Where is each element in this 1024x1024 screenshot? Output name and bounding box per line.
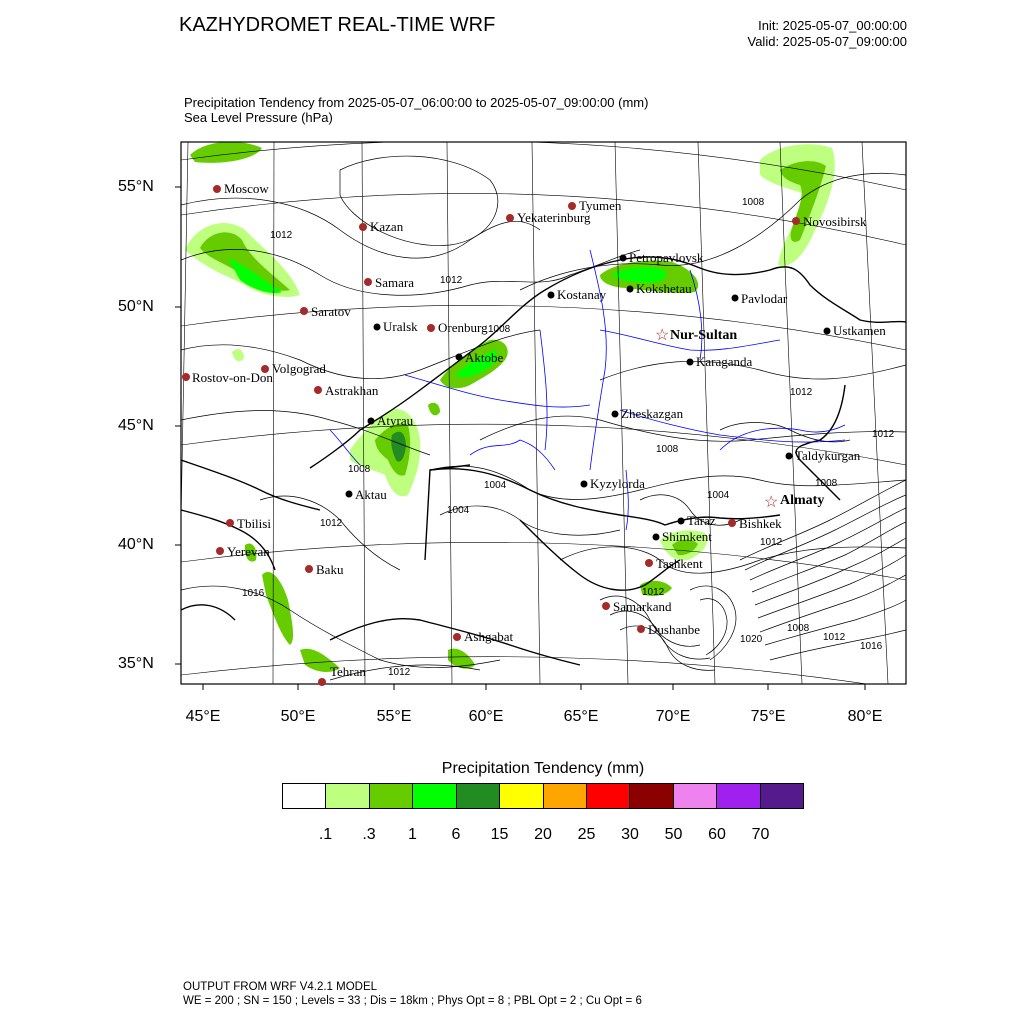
colorbar-label: 25 bbox=[577, 826, 596, 843]
colorbar-swatch bbox=[717, 784, 760, 808]
lat-label: 40°N bbox=[118, 536, 154, 553]
colorbar-swatch bbox=[674, 784, 717, 808]
isobar-label: 1008 bbox=[488, 324, 511, 335]
lon-label: 65°E bbox=[563, 708, 599, 725]
city-label: Samara bbox=[375, 275, 414, 290]
city-label: Tyumen bbox=[579, 198, 622, 213]
city-label: Yerevan bbox=[227, 544, 270, 559]
colorbar-swatch bbox=[326, 784, 369, 808]
lon-label: 45°E bbox=[185, 708, 221, 725]
colorbar-swatch bbox=[283, 784, 326, 808]
colorbar-label: 60 bbox=[708, 826, 726, 843]
city-label: Karaganda bbox=[696, 354, 753, 369]
capital-star-icon: ☆ bbox=[764, 494, 779, 511]
lon-label: 75°E bbox=[750, 708, 786, 725]
city-label: Baku bbox=[316, 562, 344, 577]
city-label: Aktobe bbox=[465, 350, 504, 365]
lat-label: 50°N bbox=[118, 298, 154, 315]
lon-label: 55°E bbox=[376, 708, 412, 725]
city-label: Pavlodar bbox=[741, 291, 788, 306]
city-label: Dushanbe bbox=[648, 622, 700, 637]
city-label: Tbilisi bbox=[237, 516, 271, 531]
city-label: Atyrau bbox=[377, 413, 414, 428]
city-label: Taraz bbox=[687, 513, 716, 528]
colorbar-label: 6 bbox=[451, 826, 461, 843]
lon-label: 80°E bbox=[847, 708, 883, 725]
valid-time: Valid: 2025-05-07_09:00:00 bbox=[747, 34, 907, 49]
isobar-label: 1004 bbox=[447, 505, 470, 516]
lat-label: 45°N bbox=[118, 417, 154, 434]
colorbar-swatch bbox=[370, 784, 413, 808]
city-label: Kokshetau bbox=[636, 281, 692, 296]
isobar-label: 1012 bbox=[872, 429, 895, 440]
isobar-label: 1012 bbox=[760, 537, 783, 548]
isobar-label: 1012 bbox=[790, 387, 813, 398]
colorbar-label: .3 bbox=[362, 826, 376, 843]
isobar-label: 1008 bbox=[348, 464, 371, 475]
isobar-label: 1012 bbox=[320, 518, 343, 529]
isobar-label: 1020 bbox=[740, 634, 763, 645]
city-label: Samarkand bbox=[613, 599, 672, 614]
colorbar-swatch bbox=[630, 784, 673, 808]
city-label: Uralsk bbox=[383, 319, 418, 334]
city-label: Zheskazgan bbox=[621, 406, 684, 421]
isobar-labels bbox=[242, 197, 895, 678]
precip-field-label: Precipitation Tendency from 2025-05-07_06:00:00 to 2025-05-07_09:00:00 (mm) bbox=[184, 95, 649, 110]
city-label: Kostanay bbox=[557, 287, 607, 302]
lon-label: 70°E bbox=[655, 708, 691, 725]
lat-label: 55°N bbox=[118, 178, 154, 195]
colorbar bbox=[282, 783, 804, 809]
city-label: Shimkent bbox=[662, 529, 712, 544]
isobar-label: 1004 bbox=[707, 490, 730, 501]
colorbar-label: 15 bbox=[490, 826, 509, 843]
city-label: Yekaterinburg bbox=[517, 210, 591, 225]
isobar-label: 1012 bbox=[642, 587, 665, 598]
isobar-label: 1008 bbox=[815, 478, 838, 489]
isobar-label: 1008 bbox=[787, 623, 810, 634]
model-info bbox=[183, 980, 642, 1008]
city-label: Tashkent bbox=[656, 556, 703, 571]
model-version: OUTPUT FROM WRF V4.2.1 MODEL bbox=[183, 981, 378, 993]
isobar-label: 1008 bbox=[742, 197, 765, 208]
colorbar-swatch bbox=[587, 784, 630, 808]
city-label: Orenburg bbox=[438, 320, 488, 335]
city-label: Rostov-on-Don bbox=[192, 370, 273, 385]
isobar-label: 1012 bbox=[823, 632, 846, 643]
lat-label: 35°N bbox=[118, 655, 154, 672]
city-label: Moscow bbox=[224, 181, 269, 196]
city-label: Taldykurgan bbox=[795, 448, 861, 463]
city-label: Ustkamen bbox=[833, 323, 886, 338]
colorbar-title: Precipitation Tendency (mm) bbox=[441, 760, 645, 777]
colorbar-swatch bbox=[544, 784, 587, 808]
city-label: Petropavlovsk bbox=[629, 250, 704, 265]
colorbar-swatch bbox=[761, 784, 803, 808]
city-label: Kyzylorda bbox=[590, 476, 645, 491]
capital-star-icon: ☆ bbox=[655, 327, 670, 344]
colorbar-swatch bbox=[457, 784, 500, 808]
city-label-nur-sultan: Nur-Sultan bbox=[670, 328, 738, 343]
city-label: Volgograd bbox=[272, 361, 326, 376]
city-label: Bishkek bbox=[739, 516, 782, 531]
colorbar-label: 1 bbox=[408, 826, 417, 843]
city-label: Aktau bbox=[355, 487, 387, 502]
colorbar-label: 50 bbox=[664, 826, 683, 843]
city-label: Astrakhan bbox=[325, 383, 379, 398]
colorbar-label: 30 bbox=[621, 826, 639, 843]
init-time: Init: 2025-05-07_00:00:00 bbox=[758, 18, 907, 33]
colorbar-swatch bbox=[413, 784, 456, 808]
colorbar-label: 70 bbox=[751, 826, 770, 843]
isobar-label: 1012 bbox=[440, 275, 463, 286]
isobar-label: 1004 bbox=[484, 480, 507, 491]
isobar-label: 1012 bbox=[270, 230, 293, 241]
city-label: Novosibirsk bbox=[803, 214, 867, 229]
lon-label: 50°E bbox=[280, 708, 316, 725]
colorbar-label: .1 bbox=[318, 826, 333, 843]
city-label: Ashgabat bbox=[464, 629, 514, 644]
city-label: Kazan bbox=[370, 219, 404, 234]
isobar-label: 1012 bbox=[388, 667, 411, 678]
city-label-almaty: Almaty bbox=[780, 493, 825, 508]
city-label: Tehran bbox=[330, 664, 366, 679]
colorbar-label: 20 bbox=[534, 826, 552, 843]
model-config: WE = 200 ; SN = 150 ; Levels = 33 ; Dis = 18km ; Phys Opt = 8 ; PBL Opt = 2 ; Cu Opt = 6 bbox=[183, 995, 642, 1007]
slp-field-label: Sea Level Pressure (hPa) bbox=[184, 110, 333, 125]
lon-label: 60°E bbox=[468, 708, 504, 725]
isobar-label: 1016 bbox=[242, 588, 265, 599]
colorbar-swatch bbox=[500, 784, 543, 808]
isobar-label: 1008 bbox=[656, 444, 679, 455]
page-title: KAZHYDROMET REAL-TIME WRF bbox=[179, 14, 496, 36]
city-label: Saratov bbox=[311, 304, 351, 319]
isobar-label: 1016 bbox=[860, 641, 883, 652]
